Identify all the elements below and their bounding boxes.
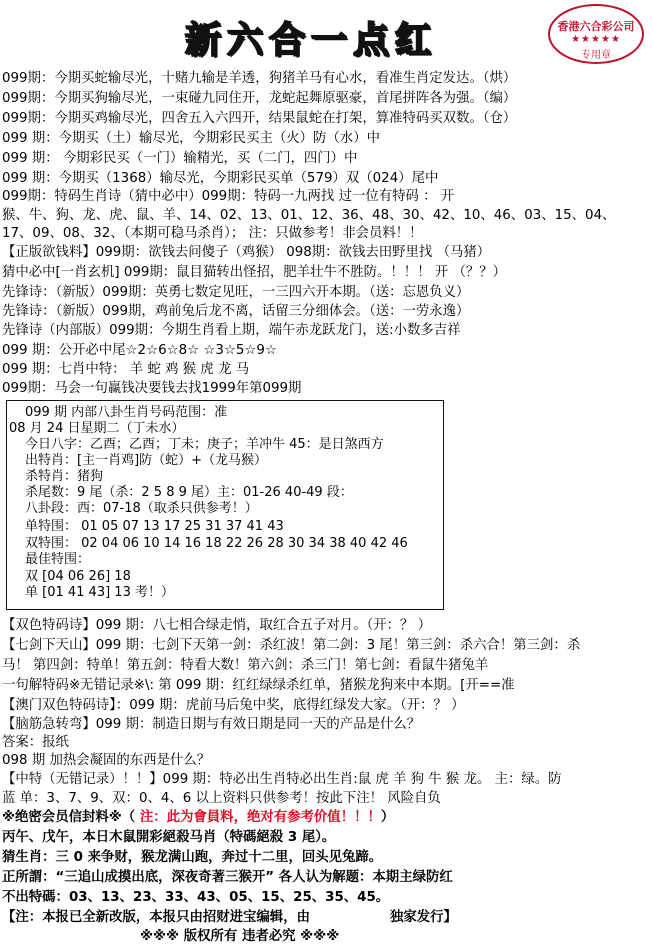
box-line: 双特围： 02 04 06 10 14 16 18 22 26 28 30 34 38 40 42 46 [25, 536, 408, 551]
bagua-info-box [6, 400, 444, 610]
text-line: 先锋诗：（新版）099期，鸡前兔后龙不离，话留三分细体会。（送：一劳永逸） [2, 304, 470, 319]
text-line: 099期：今期买狗输尽光，一束碰九同住开，龙蛇起舞原驱豪，首尾拼阵各为强。（编） [2, 91, 517, 106]
text-line: 【七剑下天山】099 期：七剑下天第一剑：杀红波！第二剑：3 尾！第三剑：杀六合！第三剑：杀 [2, 638, 581, 653]
box-line: 今日八字：乙酉；乙酉；丁未；庚子；羊冲牛 45：是日煞西方 [25, 437, 384, 452]
box-line: 杀尾数：9 尾（杀：2 5 8 9 尾）主：01-26 40-49 段： [25, 485, 353, 500]
text-line: 马！ 第四剑：特单！第五剑：特看大数！第六剑：杀三门！第七剑：看鼠牛猪兔羊 [2, 658, 489, 673]
notice-warning: 注：此为會員料，绝对有参考价值！！！ [135, 810, 381, 825]
notice-suffix: ） [380, 810, 395, 825]
text-line: 099期：特码生肖诗（猜中必中）099期：特码一九两找 过一位有特码 ： 开 [2, 189, 455, 204]
box-line: 出特肖：[主一肖鸡]防（蛇）+（龙马猴） [25, 453, 268, 468]
editor-note [2, 909, 651, 927]
text-line: 不出特碼：03、13、23、33、43、05、15、25、35、45。 [2, 890, 390, 905]
text-line: 17、09、08、32、（本期可稳马杀肖）； 注：只做参考！非会员料！！ [2, 226, 423, 241]
box-line: 双 [04 06 26] 18 [25, 569, 131, 584]
copyright-line: ※※※ 版权所有 违者必究 ※※※ [140, 929, 340, 944]
page-title: 新六合一点红 [185, 20, 438, 61]
text-line: 正所謂：“三追山成摸出底，深夜奇著三猴开” 各人认为解题：本期主绿防红 [2, 870, 453, 885]
text-line: 099 期：今期买（1368）输尽光，今期彩民买单（579）双（024）尾中 [2, 171, 439, 186]
text-line: 099期：今期买鸡输尽光，四舍五入六四开，结果鼠蛇在打架，算准特码买双数。（仓） [2, 111, 517, 126]
seal-stars: ★★★★★ [571, 34, 621, 45]
member-notice [2, 809, 651, 827]
text-line: 答案：报纸 [2, 735, 69, 750]
editor-note-text: 【注：本报已全新改版，本报只由招财进宝编辑，由 [2, 910, 310, 925]
text-line: 丙午、戊午，本日木鼠開彩絕殺马肖（特碼絕殺 3 尾）。 [2, 830, 336, 845]
notice-prefix: ※绝密会员信封料※（ [2, 810, 136, 825]
text-line: 099期：今期买蛇输尽光，十赌九输是羊透，狗猪羊马有心水，看准生肖定发达。（烘） [2, 71, 517, 86]
box-line: 最佳特围： [25, 552, 91, 567]
text-line: 【双色特码诗】099 期：八七相合绿走悄，取红合五子对月。（开：？ ） [2, 618, 432, 633]
box-line: 八卦段：西：07-18（取杀只供参考！） [25, 501, 258, 516]
text-line: 蓝 单：3、7、9、双：0、4、6 以上资料只供参考！按此下注！ 风险自负 [2, 791, 441, 806]
text-line: 猴、牛、狗、龙、虎、鼠、羊、14、02、13、01、12、36、48、30、42、10、46、03、15、04、 [2, 208, 616, 223]
editor-note-end: 独家发行】 [389, 910, 457, 925]
text-line: 099 期：公开必中尾☆2☆6☆8☆ ☆3☆5☆9☆ [2, 343, 277, 358]
seal-text: 香港六合彩公司 [557, 20, 635, 33]
box-line: 099 期 内部八卦生肖号码范围：准 [25, 405, 228, 420]
text-line: 先锋诗：（新版）099期：英勇七数定见旺，一三四六开本期。（送：忘恩负义） [2, 285, 470, 300]
text-line: 【脑筋急转弯】099 期：制造日期与有效日期是同一天的产品是什么？ [2, 717, 421, 732]
text-line: 099 期： 今期彩民买（一门）输精光，买（二门，四门）中 [2, 151, 358, 166]
text-line: 【中特（无错记录）！！】099 期：特必出生肖特必出生肖:鼠 虎 羊 狗 牛 猴 龙。 主：绿。防 [2, 772, 562, 787]
text-line: 099期：马会一句赢钱决要钱去找1999年第099期 [2, 381, 302, 396]
text-line: 099 期：七肖中特： 羊 蛇 鸡 猴 虎 龙 马 [2, 362, 250, 377]
text-line: 099 期：今期买（土）输尽光，今期彩民买主（火）防（水）中 [2, 131, 380, 146]
box-line: 08 月 24 日星期二（丁未水） [9, 421, 185, 436]
text-line: 猜中必中[一肖玄机] 099期：鼠目猫转出怪招，肥羊壮牛不胜防。！！！ 开 （？？） [2, 265, 507, 280]
box-line: 单 [01 41 43] 13 考！） [25, 585, 174, 600]
box-line: 杀特肖：猪狗 [25, 469, 104, 484]
text-line: 一句解特码※无错记录※\: 第 099 期：红红绿绿杀红单，猪猴龙狗来中本期。[开==准 [2, 678, 515, 693]
text-line: 【正版欲钱料】099期：欲钱去问傻子（鸡猴） 098期：欲钱去田野里找 （马猪） [2, 245, 491, 260]
text-line: 098 期 加热会凝固的东西是什么？ [2, 753, 211, 768]
box-line: 单特围： 01 05 07 13 17 25 31 37 41 43 [25, 519, 284, 534]
text-line: 先锋诗（内部版）099期：今期生肖看上期，端午赤龙跃龙门，送:小数多吉祥 [2, 323, 461, 338]
company-seal [548, 4, 644, 64]
text-line: 猜生肖：三 0 来争财，猴龙满山跑，奔过十二里，回头见兔蹄。 [2, 850, 383, 865]
seal-subtext: 专用章 [581, 50, 611, 61]
text-line: 【澳门双色特码诗】：099 期：虎前马后兔中奖，底得红绿发大家。（开：？ ） [2, 698, 465, 713]
